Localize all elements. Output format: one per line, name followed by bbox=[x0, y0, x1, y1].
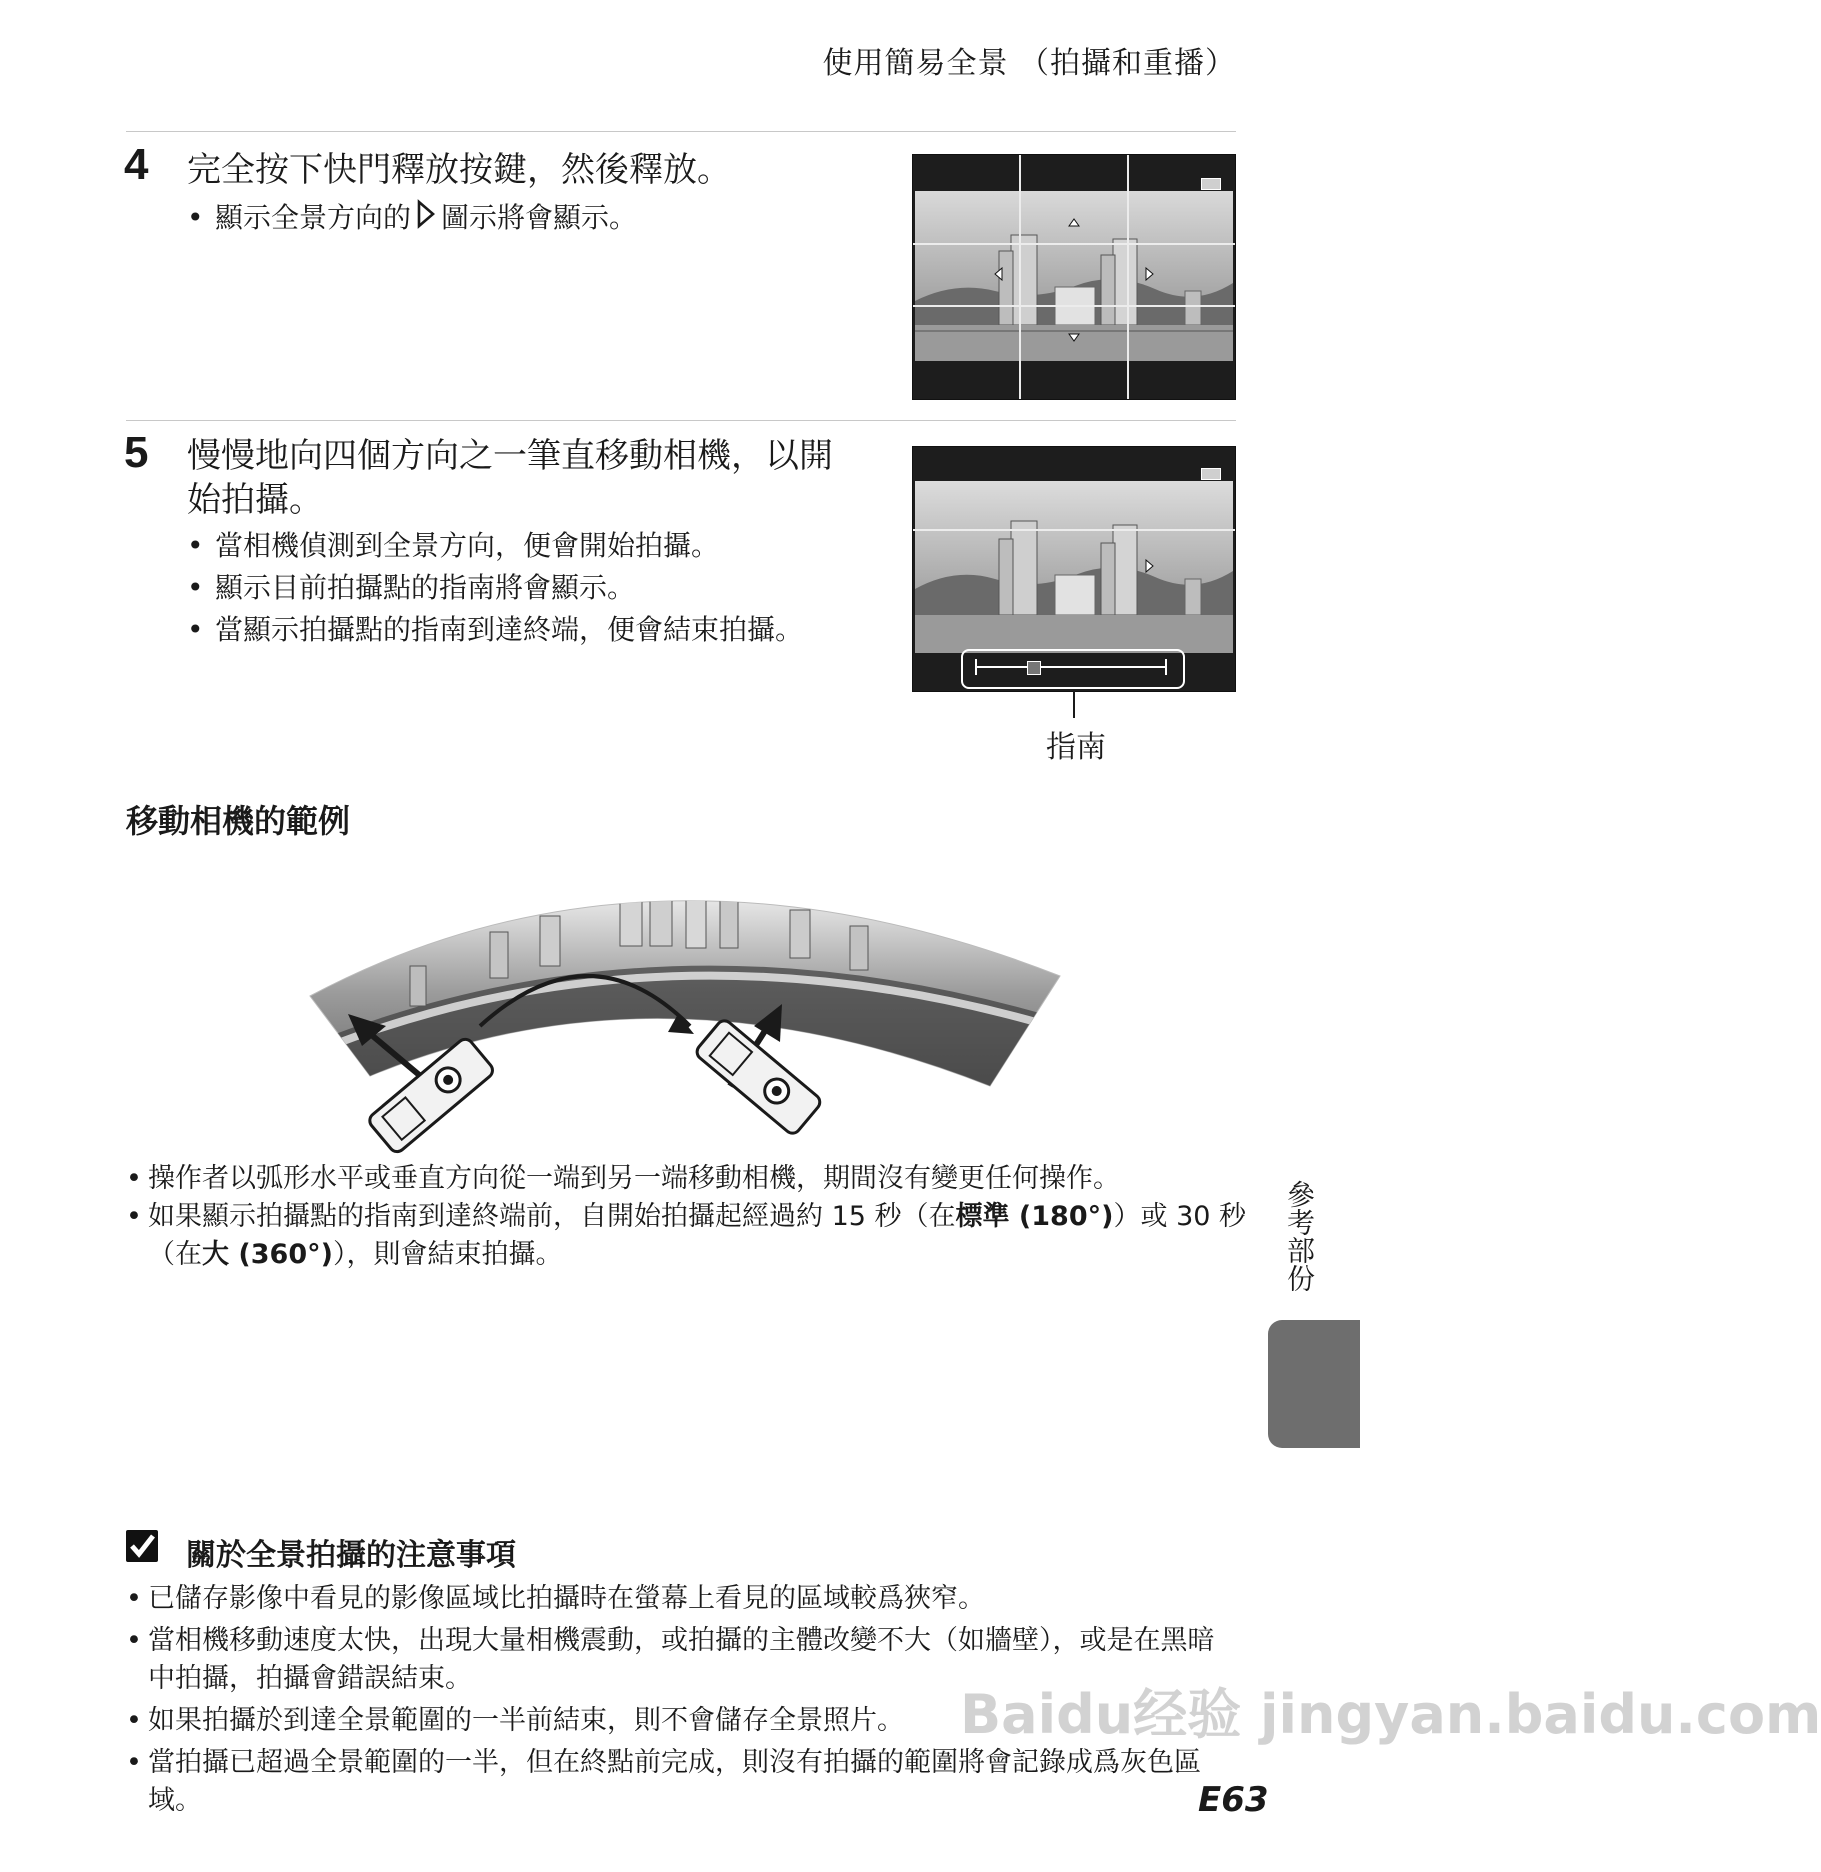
right-arrow-icon bbox=[1145, 559, 1155, 573]
check-icon bbox=[126, 1530, 158, 1562]
grid-line-h1 bbox=[913, 529, 1235, 531]
page-number: E63 bbox=[1198, 1780, 1269, 1820]
step-4-number: 4 bbox=[124, 140, 149, 189]
header-rule bbox=[126, 131, 1236, 132]
battery-icon bbox=[1201, 178, 1221, 190]
note-item-3: • 如果拍攝於到達全景範圍的一半前結束，則不會儲存全景照片。 bbox=[126, 1702, 1246, 1740]
bullet-dot: • bbox=[187, 201, 204, 234]
camera-screen-step4 bbox=[912, 154, 1236, 400]
right-arrow-outline-icon bbox=[415, 199, 437, 240]
step-5-bullet-1: • 當相機偵測到全景方向，便會開始拍攝。 bbox=[187, 529, 720, 562]
step-5-title-line2: 始拍攝。 bbox=[187, 480, 323, 520]
side-tab-label: 參考部份 bbox=[1283, 1180, 1316, 1292]
example-bullet-2: • 如果顯示拍攝點的指南到達終端前，自開始拍攝起經過約 15 秒（在標準 (180°)）或 30 秒 （在大 (360°)），則會結束拍攝。 bbox=[126, 1198, 1246, 1274]
step-4-bullet-before: 顯示全景方向的 bbox=[215, 201, 412, 234]
step-5-bullet-2: • 顯示目前拍攝點的指南將會顯示。 bbox=[187, 571, 636, 604]
guide-bar-frame bbox=[961, 649, 1185, 689]
panorama-arc-illustration bbox=[290, 846, 1070, 1146]
note-heading: 關於全景拍攝的注意事項 bbox=[186, 1538, 516, 1573]
step-4-bullet-after: 圖示將會顯示。 bbox=[441, 201, 638, 234]
camera-right-icon bbox=[694, 1018, 823, 1137]
note-item-2: • 當相機移動速度太快，出現大量相機震動，或拍攝的主體改變不大（如牆壁），或是在黑暗 中拍攝，拍攝會錯誤結束。 bbox=[126, 1622, 1246, 1698]
step-5-title-line1: 慢慢地向四個方向之一筆直移動相機，以開 bbox=[187, 436, 833, 476]
example-heading: 移動相機的範例 bbox=[126, 802, 351, 840]
watermark: Baidu经验 jingyan.baidu.com bbox=[960, 1683, 1821, 1746]
guide-label: 指南 bbox=[1046, 730, 1106, 765]
guide-position-marker bbox=[1027, 661, 1041, 675]
right-arrow-icon bbox=[1145, 267, 1155, 281]
grid-line-v1 bbox=[1019, 155, 1021, 399]
grid-line-v2 bbox=[1127, 155, 1129, 399]
grid-line-h1 bbox=[913, 243, 1235, 245]
example-bullet-1: • 操作者以弧形水平或垂直方向從一端到另一端移動相機，期間沒有變更任何操作。 bbox=[126, 1160, 1246, 1198]
up-arrow-icon bbox=[1068, 217, 1080, 227]
side-tab bbox=[1268, 1320, 1360, 1448]
city-photo bbox=[915, 481, 1233, 653]
step-divider bbox=[126, 420, 1236, 421]
guide-leader-line bbox=[1073, 690, 1075, 718]
example-bullets bbox=[126, 1160, 1246, 1274]
note-item-4: • 當拍攝已超過全景範圍的一半，但在終點前完成，則沒有拍攝的範圍將會記錄成爲灰色區域。 bbox=[126, 1744, 1246, 1820]
note-item-1: • 已儲存影像中看見的影像區域比拍攝時在螢幕上看見的區域較爲狹窄。 bbox=[126, 1580, 1246, 1618]
step-4-bullet bbox=[187, 198, 637, 240]
guide-track-start bbox=[975, 659, 977, 675]
step-5-bullet-3: • 當顯示拍攝點的指南到達終端，便會結束拍攝。 bbox=[187, 613, 804, 646]
step-4-title: 完全按下快門釋放按鍵，然後釋放。 bbox=[187, 150, 731, 190]
guide-track bbox=[975, 666, 1167, 668]
guide-track-end bbox=[1165, 659, 1167, 675]
left-arrow-icon bbox=[993, 267, 1003, 281]
battery-icon bbox=[1201, 468, 1221, 480]
step-5-number: 5 bbox=[124, 428, 149, 477]
grid-line-h2 bbox=[913, 305, 1235, 307]
camera-screen-step5 bbox=[912, 446, 1236, 692]
running-header: 使用簡易全景 （拍攝和重播） bbox=[822, 46, 1236, 81]
down-arrow-icon bbox=[1068, 333, 1080, 343]
